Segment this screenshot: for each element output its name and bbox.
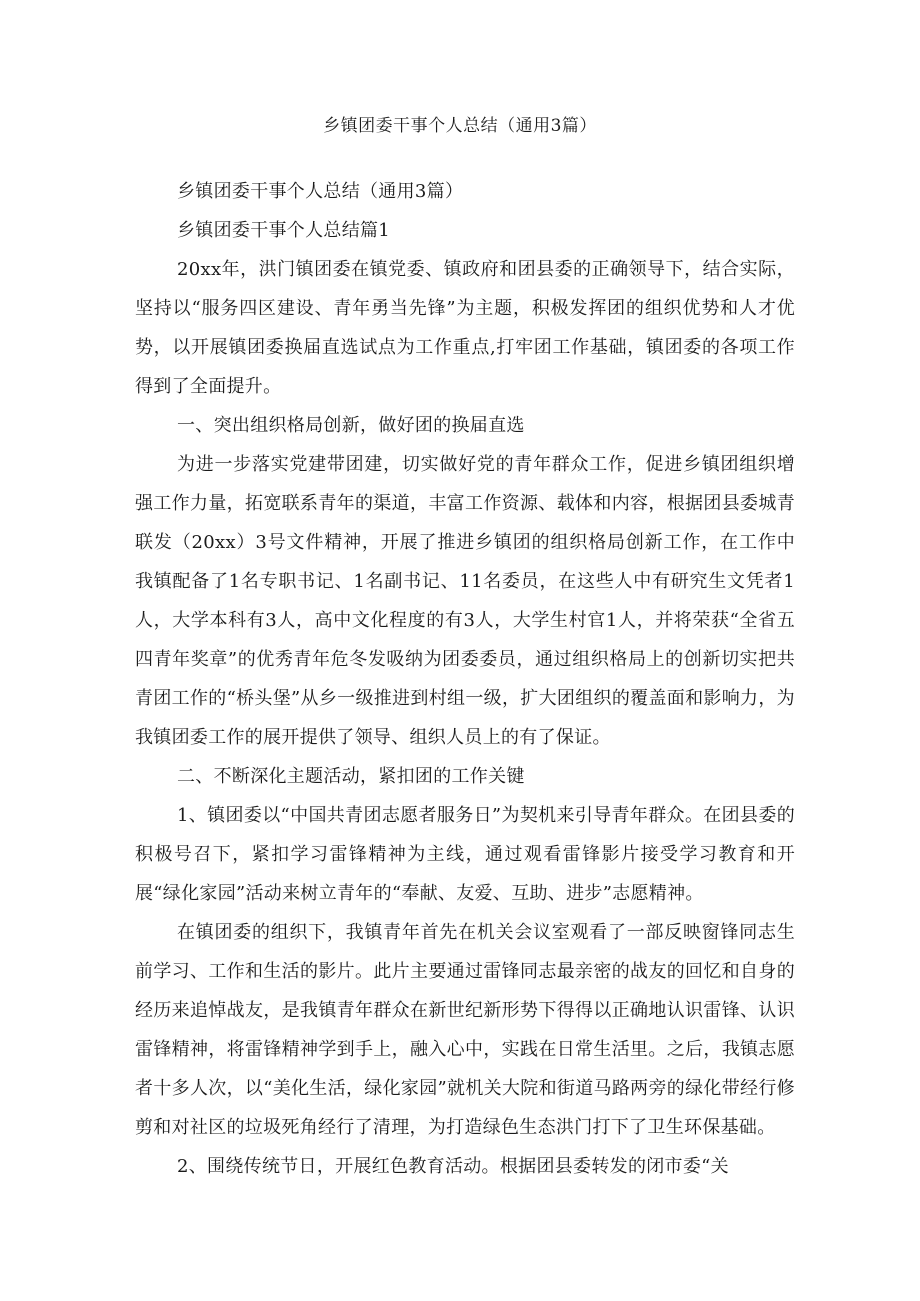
paragraph-section-title: 乡镇团委干事个人总结篇1 [177,220,391,241]
paragraph-organization: 为进一步落实党建带团建，切实做好党的青年群众工作，促进乡镇团组织增强工作力量，拓宽联系青年的渠道，丰富工作资源、载体和内容，根据团县委城青联发（20xx）3号文件精神，开展了推进乡镇团的组织格局创新工作，在工作中我镇配备了1名专职书记、1名副书记、11名委员，在这些人中有研究生文凭者1人，大学本科有3人，高中文化程度的有3人，大学生村官1人，并将荣获“全省五四青年奖章”的优秀青年危冬发吸纳为团委委员，通过组织格局上的创新切实把共青团工作的“桥头堡”从乡一级推进到村组一级，扩大团组织的覆盖面和影响力，为我镇团委工作的展开提供了领导、组织人员上的有了保证。 [135,454,795,748]
paragraph-intro: 20xx年，洪门镇团委在镇党委、镇政府和团县委的正确领导下，结合实际，坚持以“服务四区建设、青年勇当先锋”为主题，积极发挥团的组织优势和人才优势，以开展镇团委换届直选试点为工作重点,打牢团工作基础，镇团委的各项工作得到了全面提升。 [135,259,795,397]
paragraph-heading-two: 二、不断深化主题活动，紧扣团的工作关键 [177,766,525,787]
paragraph-item-one: 1、镇团委以“中国共青团志愿者服务日”为契机来引导青年群众。在团县委的积极号召下，紧扣学习雷锋精神为主线，通过观看雷锋影片接受学习教育和开展“绿化家园”活动来树立青年的“奉献、友爱、互助、进步”志愿精神。 [135,805,795,904]
document-title: 乡镇团委干事个人总结（通用3篇） [323,116,597,136]
paragraph-leifeng: 在镇团委的组织下，我镇青年首先在机关会议室观看了一部反映窗锋同志生前学习、工作和生活的影片。此片主要通过雷锋同志最亲密的战友的回忆和自身的经历来追悼战友，是我镇青年群众在新世纪新形势下得得以正确地认识雷锋、认识雷锋精神，将雷锋精神学到手上，融入心中，实践在日常生活里。之后，我镇志愿者十多人次，以“美化生活，绿化家园”就机关大院和街道马路两旁的绿化带经行修剪和对社区的垃圾死角经行了清理，为打造绿色生态洪门打下了卫生环保基础。 [135,922,795,1138]
paragraph-item-two: 2、围绕传统节日，开展红色教育活动。根据团县委转发的闭市委“关 [177,1156,729,1177]
paragraph-heading-one: 一、突出组织格局创新，做好团的换届直选 [177,415,525,436]
paragraph-repeat-title: 乡镇团委干事个人总结（通用3篇） [177,181,464,202]
document-body [135,172,795,1186]
